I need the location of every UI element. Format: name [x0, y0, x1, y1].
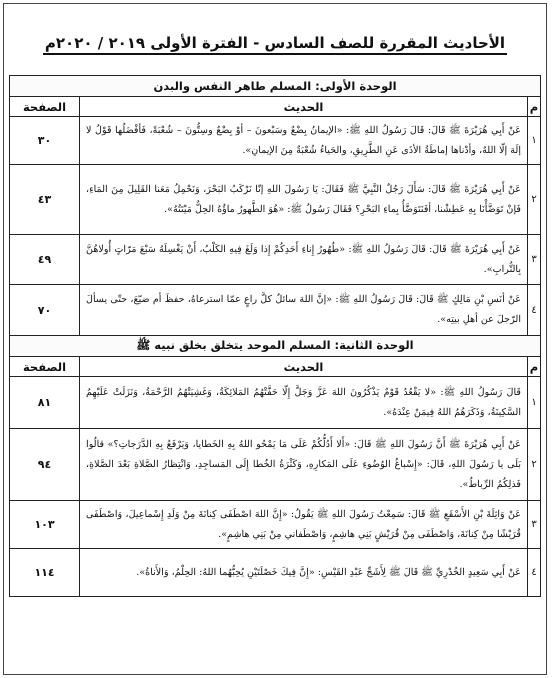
hadith-text: عَنْ أَبِي سَعِيدٍ الخُدْرِيِّ ﷺ قَالَ ﷺ لِأَشَجِّ عَبْدِ القَيْسِ: «إِنَّ فِيكَ خَصْلَتَيْنِ يُحِبُّهُما اللهُ: الحِلْمُ، وَالأَناةُ».	[80, 549, 528, 597]
page-number: ١٠٣	[10, 501, 80, 549]
hadith-table	[9, 75, 541, 597]
unit-1-title: الوحدة الأولى: المسلم طاهر النفس والبدن	[10, 76, 541, 97]
hadith-header: الحديث	[80, 357, 528, 377]
unit-1-header-row	[10, 76, 541, 97]
page-number: ٤٩	[10, 235, 80, 285]
table-row	[10, 549, 541, 597]
page-header: الصفحة	[10, 97, 80, 117]
row-number: ٣	[528, 235, 541, 285]
num-header: م	[528, 357, 541, 377]
num-header: م	[528, 97, 541, 117]
hadith-text: عَنْ أَبِي هُرَيْرَةَ ﷺ قَالَ: سَأَلَ رَجُلٌ النَّبِيَّ ﷺ فَقَالَ: يَا رَسُولَ اللهِ إنّا نَرْكَبُ البَحْرَ، وَنَحْمِلُ مَعَنا القَلِيلَ مِنَ المَاءِ، فَإنْ تَوَضَّأْنَا بِهِ عَطِشْنا، أفَنَتَوَضَّأُ بِماءِ البَحْرِ؟ فَقَالَ رَسُولُ ﷺ: «هُوَ الطَّهورُ ماؤُهُ الحِلُّ مَيْتَتُهُ».	[80, 165, 528, 235]
page-number: ١١٤	[10, 549, 80, 597]
table-row	[10, 501, 541, 549]
hadith-text: قَالَ رَسُولُ اللهِ ﷺ: «لا يَقْعُدُ قَوْمٌ يَذْكُرُونَ اللهَ عَزَّ وَجَلَّ إِلّا حَفَّتْهُمُ المَلائِكَةُ، وَغَشِيَتْهُمُ الرَّحْمَةُ، وَنَزَلَتْ عَلَيْهِمُ السَّكِينَةُ، وَذَكَرَهُمُ اللهُ فِيمَنْ عِنْدَهُ».	[80, 377, 528, 429]
row-number: ١	[528, 117, 541, 165]
table-row	[10, 235, 541, 285]
row-number: ٣	[528, 501, 541, 549]
hadith-text: عَنْ أَبِي هُرَيْرَةَ ﷺ قَالَ: قَالَ رَسُولُ اللهِ ﷺ: «طُهُورُ إِناءِ أَحَدِكُمْ إِذا وَلَغَ فِيهِ الكَلْبُ، أَنْ يَغْسِلَهُ سَبْعَ مَرّاتٍ أُولاهُنَّ بِالتُّرابِ».	[80, 235, 528, 285]
column-header-row	[10, 97, 541, 117]
row-number: ٤	[528, 285, 541, 336]
unit-2-title: الوحدة الثانية: المسلم الموحد يتخلق بخلق نبيه ﷺ	[10, 336, 541, 357]
page-number: ٨١	[10, 377, 80, 429]
row-number: ٢	[528, 429, 541, 501]
page-title: الأحاديث المقررة للصف السادس - الفترة الأولى ٢٠١٩ / ٢٠٢٠م	[4, 34, 546, 52]
row-number: ١	[528, 377, 541, 429]
page-header: الصفحة	[10, 357, 80, 377]
hadith-text: عَنْ أنَسِ بْنِ مَالِكٍ ﷺ قَالَ: قَالَ رَسُولُ اللهِ ﷺ: «إنَّ اللهَ سائلٌ كلَّ راعٍ عمّا استرعاهُ، حفظَ أم ضيّعَ، حتّى يسألَ الرّجلَ عن أهلِ بيتِه».	[80, 285, 528, 336]
unit-2-header-row	[10, 336, 541, 357]
table-row	[10, 285, 541, 336]
page-number: ٩٤	[10, 429, 80, 501]
hadith-text: عَنْ وَاثِلَةَ بْنِ الأَسْقَعِ ﷺ قَالَ: سَمِعْتُ رَسُولَ اللهِ ﷺ يَقُولُ: «إِنَّ اللهَ اصْطَفَى كِنانَةَ مِنْ وَلَدِ إِسْماعِيلَ، وَاصْطَفَى قُرَيْشًا مِنْ كِنانَةَ، وَاصْطَفَى مِنْ قُرَيْشٍ بَنِي هاشِمٍ، وَاصْطَفاني مِنْ بَنِي هاشِمٍ».	[80, 501, 528, 549]
hadith-text: عَنْ أَبِي هُرَيْرَةَ ﷺ قَالَ: قَالَ رَسُولُ اللهِ ﷺ: «الإيمانُ بِضْعٌ وسَبْعونَ – أوْ بِضْعٌ وسِتُّونَ – شُعْبَةً، فَأفْضَلُها قَوْلُ لا إلَهَ إلّا اللهُ، وأدْناها إماطَةُ الأذَى عَنِ الطَّرِيقِ، والحَياءُ شُعْبَةٌ مِنَ الإيمانِ».	[80, 117, 528, 165]
table-row	[10, 117, 541, 165]
row-number: ٢	[528, 165, 541, 235]
hadith-header: الحديث	[80, 97, 528, 117]
hadith-text: عَنْ أَبِي هُرَيْرَةَ ﷺ أَنَّ رَسُولَ اللهِ ﷺ قَالَ: «أَلا أَدُلُّكُمْ عَلَى مَا يَمْحُو اللهُ بِهِ الخَطايا، وَيَرْفَعُ بِهِ الدَّرَجاتِ؟» قالُوا بَلَى يا رَسُولَ اللهِ، قَالَ: «إِسْباغُ الوُضُوءِ عَلَى المَكارِهِ، وَكَثْرَةُ الخُطا إِلَى المَساجِدِ، وَانْتِظارُ الصَّلاةِ بَعْدَ الصَّلاةِ، فَذلِكُمُ الرِّباطُ».	[80, 429, 528, 501]
column-header-row	[10, 357, 541, 377]
page-number: ٤٣	[10, 165, 80, 235]
table-row	[10, 165, 541, 235]
table-row	[10, 429, 541, 501]
page-number: ٧٠	[10, 285, 80, 336]
row-number: ٤	[528, 549, 541, 597]
page-number: ٣٠	[10, 117, 80, 165]
table-row	[10, 377, 541, 429]
